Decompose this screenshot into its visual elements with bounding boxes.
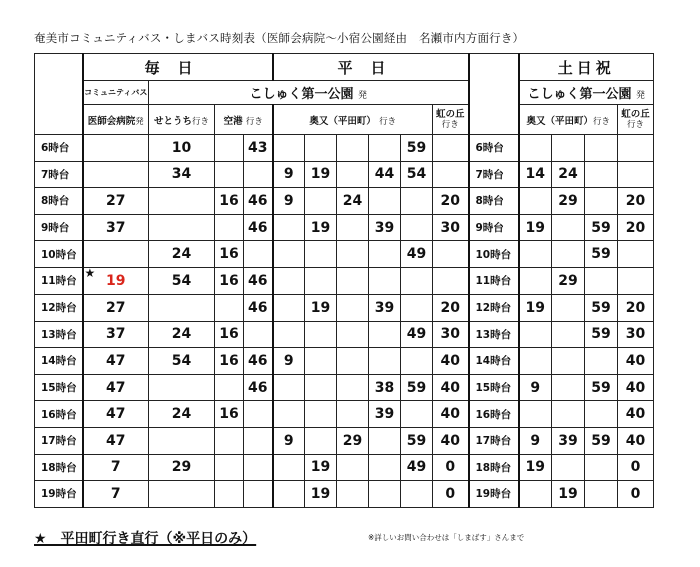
table-row [35, 481, 654, 508]
okuda-time [337, 214, 369, 241]
weekend-okuda-time: 59 [585, 294, 618, 321]
okuda-time: 49 [401, 321, 433, 348]
table-row [35, 135, 654, 162]
ishikai-time [83, 161, 149, 188]
kuko-time [244, 427, 273, 454]
kuko-time: 16 [215, 267, 244, 294]
okuda-time [369, 188, 401, 215]
dest-niji-we-label: 虹の丘 [621, 108, 650, 120]
kuko-time [244, 241, 273, 268]
setouchi-time: 54 [149, 267, 215, 294]
table-row [35, 374, 654, 401]
okuda-time [369, 348, 401, 375]
setouchi-time [149, 427, 215, 454]
hour-cell: 12時台 [35, 294, 83, 321]
header-heijitsu: 平日 [273, 54, 469, 81]
kuko-time [215, 294, 244, 321]
okuda-time [273, 294, 305, 321]
weekend-hour-cell: 12時台 [469, 294, 519, 321]
okuda-time: 29 [337, 427, 369, 454]
okuda-time [401, 401, 433, 428]
weekend-hour-cell: 16時台 [469, 401, 519, 428]
direct-route-note [34, 528, 256, 548]
setouchi-time: 10 [149, 135, 215, 162]
okuda-time [337, 401, 369, 428]
weekend-niji-time [618, 267, 654, 294]
kuko-time [244, 321, 273, 348]
okuda-time: 54 [401, 161, 433, 188]
okuda-time [305, 321, 337, 348]
okuda-time: 49 [401, 454, 433, 481]
weekend-niji-time [618, 135, 654, 162]
setouchi-time: 54 [149, 348, 215, 375]
okuda-time: 59 [401, 427, 433, 454]
ishikai-time: 7 [83, 481, 149, 508]
setouchi-time: 34 [149, 161, 215, 188]
niji-time: 40 [433, 374, 469, 401]
okuda-time [369, 135, 401, 162]
setouchi-time [149, 481, 215, 508]
ishikai-time: 27 [83, 294, 149, 321]
weekend-okuda-time [552, 214, 585, 241]
hour-cell: 9時台 [35, 214, 83, 241]
okuda-time [273, 214, 305, 241]
weekend-hour-cell: 19時台 [469, 481, 519, 508]
weekend-okuda-time: 19 [519, 454, 552, 481]
kuko-time [215, 427, 244, 454]
weekend-niji-time: 40 [618, 427, 654, 454]
weekend-niji-time [618, 241, 654, 268]
weekend-hour-cell: 13時台 [469, 321, 519, 348]
okuda-time: 9 [273, 188, 305, 215]
kuko-time: 16 [215, 321, 244, 348]
kuko-time: 16 [215, 348, 244, 375]
dest-niji-weekend [618, 105, 654, 135]
okuda-time: 19 [305, 481, 337, 508]
setouchi-time [149, 374, 215, 401]
weekend-niji-time: 40 [618, 401, 654, 428]
weekend-okuda-time [552, 294, 585, 321]
okuda-time: 9 [273, 161, 305, 188]
stop-weekend-hatsu: 発 [636, 91, 646, 101]
timetable [34, 53, 654, 508]
weekend-okuda-time [552, 454, 585, 481]
hour-cell: 7時台 [35, 161, 83, 188]
weekend-okuda-time: 59 [585, 241, 618, 268]
table-row [35, 241, 654, 268]
okuda-time: 38 [369, 374, 401, 401]
weekend-okuda-time [519, 241, 552, 268]
okuda-time [369, 454, 401, 481]
okuda-time [401, 481, 433, 508]
niji-time: 40 [433, 348, 469, 375]
kuko-time [215, 214, 244, 241]
okuda-time [401, 348, 433, 375]
okuda-time: 24 [337, 188, 369, 215]
table-row [35, 294, 654, 321]
kuko-time [215, 454, 244, 481]
kuko-time [244, 401, 273, 428]
okuda-time [401, 188, 433, 215]
weekend-okuda-time: 59 [585, 374, 618, 401]
niji-time [433, 135, 469, 162]
okuda-time [273, 401, 305, 428]
dest-kuko [215, 105, 273, 135]
okuda-time [337, 454, 369, 481]
dest-okuda [273, 105, 433, 135]
weekend-okuda-time: 29 [552, 267, 585, 294]
starred-cell [84, 268, 149, 294]
ishikai-time [83, 135, 149, 162]
niji-time: 0 [433, 481, 469, 508]
weekend-okuda-time [585, 135, 618, 162]
table-row [35, 401, 654, 428]
okuda-time: 44 [369, 161, 401, 188]
weekend-okuda-time: 19 [519, 214, 552, 241]
okuda-time [305, 348, 337, 375]
table-row [35, 188, 654, 215]
okuda-time: 19 [305, 214, 337, 241]
ishikai-time: 37 [83, 321, 149, 348]
setouchi-time: 29 [149, 454, 215, 481]
star-icon: ★ [84, 267, 96, 280]
okuda-time [337, 374, 369, 401]
weekend-niji-time: 20 [618, 188, 654, 215]
table-row [35, 161, 654, 188]
weekend-hour-cell: 17時台 [469, 427, 519, 454]
okuda-time [401, 267, 433, 294]
kuko-time: 46 [244, 348, 273, 375]
okuda-time [273, 454, 305, 481]
ishikai-time: 37 [83, 214, 149, 241]
weekend-hour-cell: 7時台 [469, 161, 519, 188]
dest-okuda-label: 奥又（平田町） [309, 115, 376, 127]
dest-kuko-label: 空港 [223, 115, 243, 127]
okuda-time [337, 267, 369, 294]
kuko-time [215, 135, 244, 162]
ishikai-time: 47 [83, 348, 149, 375]
okuda-time [401, 214, 433, 241]
dest-setouchi-label: せとうち [153, 115, 192, 127]
ishikai-time: 7 [83, 454, 149, 481]
okuda-time [369, 427, 401, 454]
hour-cell: 13時台 [35, 321, 83, 348]
weekend-okuda-time [519, 348, 552, 375]
setouchi-time [149, 294, 215, 321]
okuda-time: 59 [401, 374, 433, 401]
weekend-niji-time: 40 [618, 348, 654, 375]
stop-main-hatsu: 発 [358, 91, 368, 101]
weekend-hour-cell: 6時台 [469, 135, 519, 162]
weekend-hour-cell: 8時台 [469, 188, 519, 215]
okuda-time [401, 294, 433, 321]
weekend-okuda-time: 59 [585, 427, 618, 454]
direct-route-note-text: ★ 平田町行き直行（※平日のみ） [34, 531, 257, 547]
weekend-niji-time: 20 [618, 214, 654, 241]
page-title: 奄美市コミュニティバス・しまバス時刻表（医師会病院〜小宿公園経由 名瀬市内方面行き） [34, 31, 525, 45]
ishikai-time: 47 [83, 374, 149, 401]
weekend-hour-cell: 15時台 [469, 374, 519, 401]
dest-ishikai [83, 105, 149, 135]
okuda-time [273, 267, 305, 294]
ishikai-time: 47 [83, 401, 149, 428]
niji-time [433, 241, 469, 268]
okuda-time [337, 321, 369, 348]
dest-niji-label: 虹の丘 [435, 108, 465, 120]
okuda-time [337, 241, 369, 268]
weekend-okuda-time: 19 [519, 294, 552, 321]
okuda-time: 39 [369, 214, 401, 241]
okuda-time [337, 161, 369, 188]
weekend-okuda-time [585, 267, 618, 294]
inquiry-note: ※詳しいお問い合わせは「しまばす」さんまで [368, 533, 525, 542]
weekend-okuda-time [552, 135, 585, 162]
setouchi-time [149, 188, 215, 215]
weekend-okuda-time [552, 401, 585, 428]
weekend-niji-time: 40 [618, 374, 654, 401]
kuko-time: 43 [244, 135, 273, 162]
okuda-time [337, 135, 369, 162]
hour-cell: 14時台 [35, 348, 83, 375]
ishikai-time [83, 267, 149, 294]
okuda-time [337, 294, 369, 321]
dest-ishikai-label: 医師会病院 [87, 115, 136, 127]
okuda-time: 39 [369, 401, 401, 428]
kuko-time: 46 [244, 188, 273, 215]
dest-okuda-yuki: 行き [379, 116, 397, 127]
niji-time: 40 [433, 401, 469, 428]
kuko-time: 46 [244, 214, 273, 241]
okuda-time: 9 [273, 348, 305, 375]
okuda-time [305, 267, 337, 294]
header-community-bus: コミュニティバス [83, 81, 149, 105]
weekend-okuda-time [552, 241, 585, 268]
header-mainichi: 毎日 [83, 54, 273, 81]
okuda-time [337, 348, 369, 375]
dest-niji-yuki: 行き [441, 119, 459, 130]
kuko-time [244, 161, 273, 188]
kuko-time: 46 [244, 294, 273, 321]
hour-cell: 19時台 [35, 481, 83, 508]
okuda-time [369, 321, 401, 348]
kuko-time [215, 374, 244, 401]
starred-time: 19 [106, 272, 126, 289]
dest-niji [433, 105, 469, 135]
weekend-niji-time: 0 [618, 454, 654, 481]
niji-time: 20 [433, 294, 469, 321]
weekend-okuda-time [519, 135, 552, 162]
okuda-time [305, 401, 337, 428]
dest-setouchi-yuki: 行き [192, 116, 210, 127]
weekend-okuda-time: 39 [552, 427, 585, 454]
ishikai-time: 27 [83, 188, 149, 215]
okuda-time [273, 241, 305, 268]
weekend-okuda-time [519, 267, 552, 294]
okuda-time: 39 [369, 294, 401, 321]
okuda-time [273, 135, 305, 162]
kuko-time: 16 [215, 188, 244, 215]
stop-main-name: こしゅく第一公園 [249, 87, 354, 102]
weekend-okuda-time [585, 481, 618, 508]
weekend-okuda-time: 29 [552, 188, 585, 215]
weekend-okuda-time [585, 188, 618, 215]
setouchi-time: 24 [149, 241, 215, 268]
okuda-time [273, 481, 305, 508]
weekend-okuda-time: 9 [519, 427, 552, 454]
okuda-time [305, 374, 337, 401]
weekend-okuda-time [519, 321, 552, 348]
weekend-niji-time: 30 [618, 321, 654, 348]
header-stop-main [149, 81, 469, 105]
ishikai-time: 47 [83, 427, 149, 454]
dest-setouchi [149, 105, 215, 135]
ishikai-time [83, 241, 149, 268]
weekend-okuda-time [585, 454, 618, 481]
table-row [35, 454, 654, 481]
niji-time [433, 161, 469, 188]
okuda-time: 19 [305, 161, 337, 188]
hour-cell: 6時台 [35, 135, 83, 162]
header-donichi: 土日祝 [519, 54, 654, 81]
niji-time: 20 [433, 188, 469, 215]
hour-cell: 15時台 [35, 374, 83, 401]
weekend-okuda-time: 14 [519, 161, 552, 188]
okuda-time [369, 481, 401, 508]
table-row [35, 214, 654, 241]
table-row [35, 348, 654, 375]
kuko-time [215, 161, 244, 188]
weekend-okuda-time [552, 348, 585, 375]
okuda-time: 59 [401, 135, 433, 162]
dest-okuda-weekend [519, 105, 618, 135]
okuda-time [305, 427, 337, 454]
kuko-time: 16 [215, 401, 244, 428]
niji-time: 30 [433, 321, 469, 348]
hour-cell: 17時台 [35, 427, 83, 454]
weekend-niji-time: 20 [618, 294, 654, 321]
weekend-okuda-time: 9 [519, 374, 552, 401]
okuda-time [305, 188, 337, 215]
kuko-time [215, 481, 244, 508]
weekend-hour-cell: 18時台 [469, 454, 519, 481]
weekend-okuda-time [585, 161, 618, 188]
dest-ishikai-hatsu: 発 [135, 116, 144, 127]
weekend-okuda-time: 59 [585, 321, 618, 348]
kuko-time: 46 [244, 374, 273, 401]
hour-cell: 8時台 [35, 188, 83, 215]
weekend-hour-cell: 11時台 [469, 267, 519, 294]
weekend-okuda-time: 59 [585, 214, 618, 241]
okuda-time: 49 [401, 241, 433, 268]
weekend-okuda-time [519, 188, 552, 215]
okuda-time [273, 321, 305, 348]
niji-time: 0 [433, 454, 469, 481]
dest-niji-we-yuki: 行き [626, 119, 644, 130]
weekend-niji-time [618, 161, 654, 188]
weekend-niji-time: 0 [618, 481, 654, 508]
kuko-time [244, 454, 273, 481]
niji-time: 30 [433, 214, 469, 241]
okuda-time [273, 374, 305, 401]
weekend-okuda-time: 24 [552, 161, 585, 188]
dest-okuda-we-yuki: 行き [593, 116, 611, 127]
dest-kuko-yuki: 行き [245, 116, 263, 127]
hour-cell: 16時台 [35, 401, 83, 428]
corner-cell [35, 54, 83, 135]
dest-okuda-we-label: 奥又（平田町） [526, 115, 593, 127]
kuko-time: 46 [244, 267, 273, 294]
setouchi-time: 24 [149, 321, 215, 348]
niji-time: 40 [433, 427, 469, 454]
table-row [35, 321, 654, 348]
table-row [35, 267, 654, 294]
weekend-hour-cell: 14時台 [469, 348, 519, 375]
okuda-time [337, 481, 369, 508]
okuda-time: 19 [305, 294, 337, 321]
weekend-okuda-time [519, 401, 552, 428]
weekend-okuda-time [585, 401, 618, 428]
setouchi-time: 24 [149, 401, 215, 428]
okuda-time: 9 [273, 427, 305, 454]
niji-time [433, 267, 469, 294]
hour-cell: 11時台 [35, 267, 83, 294]
kuko-time [244, 481, 273, 508]
okuda-time: 19 [305, 454, 337, 481]
header-stop-weekend [519, 81, 654, 105]
weekend-okuda-time [585, 348, 618, 375]
okuda-time [305, 241, 337, 268]
weekend-hour-cell: 10時台 [469, 241, 519, 268]
okuda-time [369, 267, 401, 294]
okuda-time [369, 241, 401, 268]
weekend-okuda-time [552, 321, 585, 348]
weekend-okuda-time [519, 481, 552, 508]
weekend-hour-cell: 9時台 [469, 214, 519, 241]
okuda-time [305, 135, 337, 162]
weekend-okuda-time [552, 374, 585, 401]
weekend-okuda-time: 19 [552, 481, 585, 508]
kuko-time: 16 [215, 241, 244, 268]
hour-cell: 10時台 [35, 241, 83, 268]
stop-weekend-name: こしゅく第一公園 [527, 87, 632, 102]
table-row [35, 427, 654, 454]
hour-cell: 18時台 [35, 454, 83, 481]
setouchi-time [149, 214, 215, 241]
weekend-corner-cell [469, 54, 519, 135]
